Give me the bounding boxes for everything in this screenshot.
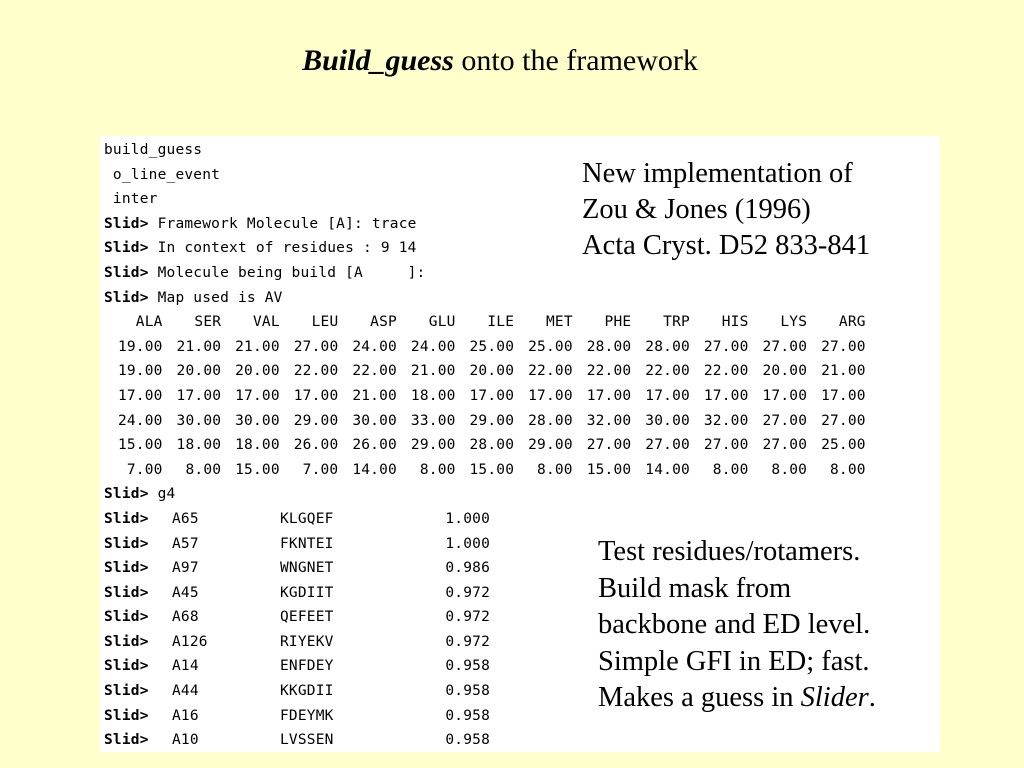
value-cell: 27.00 (821, 338, 866, 355)
value-cell: 28.00 (528, 412, 573, 429)
score: 0.958 (445, 683, 490, 700)
value-cell: 24.00 (117, 412, 163, 429)
note-line: backbone and ED level. (598, 609, 871, 640)
value-cell: 28.00 (469, 437, 515, 454)
residue-name: GLU (428, 314, 456, 331)
title-emphasis: Build_guess (302, 44, 454, 77)
value-cell: 20.00 (235, 363, 280, 380)
value-cell: 20.00 (176, 363, 222, 380)
value-cell: 18.00 (235, 437, 280, 454)
sequence: QEFEET (280, 609, 334, 626)
residue-name: MET (545, 314, 573, 331)
value-row (104, 458, 866, 483)
score: 0.972 (445, 633, 490, 650)
residue-name: SER (194, 314, 222, 331)
residue-name: ASP (370, 314, 397, 331)
implementation-note (582, 156, 870, 264)
value-cell: 21.00 (410, 363, 456, 380)
note-text: Makes a guess in (598, 682, 801, 713)
residue-name: ALA (135, 314, 163, 331)
value-cell: 18.00 (176, 437, 222, 454)
hit-row (104, 728, 866, 753)
value-cell: 17.00 (176, 387, 222, 404)
note-line: Zou & Jones (1996) (582, 194, 811, 225)
prompt-label: Slid> (104, 633, 149, 650)
residue-name: VAL (252, 314, 280, 331)
sequence: FKNTEI (280, 535, 334, 552)
value-cell: 8.00 (712, 461, 749, 478)
value-cell: 14.00 (352, 461, 397, 478)
console-prompt-line (104, 482, 866, 507)
residue-header (104, 310, 866, 335)
sequence: FDEYMK (280, 707, 334, 724)
value-cell: 22.00 (645, 363, 690, 380)
residue-name: LYS (780, 314, 808, 331)
prompt-label: Slid> (104, 510, 149, 527)
value-cell: 26.00 (352, 437, 397, 454)
value-cell: 22.00 (528, 363, 573, 380)
value-cell: 14.00 (645, 461, 690, 478)
residue-id: A97 (172, 560, 199, 577)
value-cell: 25.00 (821, 437, 866, 454)
value-cell: 8.00 (185, 461, 222, 478)
value-cell: 17.00 (821, 387, 866, 404)
value-cell: 25.00 (469, 338, 515, 355)
residue-name: TRP (663, 314, 690, 331)
value-cell: 17.00 (586, 387, 632, 404)
value-cell: 30.00 (645, 412, 690, 429)
value-cell: 20.00 (469, 363, 515, 380)
residue-id: A57 (172, 535, 199, 552)
note-line: Build mask from (598, 572, 792, 604)
sequence: KLGQEF (280, 510, 334, 527)
value-cell: 29.00 (293, 412, 339, 429)
value-cell: 17.00 (235, 387, 280, 404)
prompt-label: Slid> (104, 683, 149, 700)
prompt-label: Slid> (104, 584, 149, 601)
value-cell: 28.00 (586, 338, 632, 355)
value-cell: 21.00 (235, 338, 280, 355)
value-cell: 22.00 (352, 363, 397, 380)
value-cell: 17.00 (117, 387, 163, 404)
prompt-label: Slid> (104, 535, 149, 552)
slide-title (0, 44, 1000, 78)
sequence: ENFDEY (280, 658, 334, 675)
value-cell: 28.00 (645, 338, 690, 355)
value-cell: 7.00 (126, 461, 163, 478)
residue-id: A14 (172, 658, 199, 675)
value-cell: 27.00 (586, 437, 632, 454)
prompt-text: Map used is AV (148, 289, 283, 306)
prompt-label: Slid> (104, 240, 149, 257)
value-cell: 29.00 (410, 437, 456, 454)
residue-name: ARG (838, 314, 866, 331)
value-cell: 21.00 (352, 387, 397, 404)
score: 0.986 (445, 560, 490, 577)
value-row (104, 359, 866, 384)
method-note (598, 534, 876, 717)
value-cell: 8.00 (771, 461, 808, 478)
prompt-label: Slid> (104, 707, 149, 724)
residue-id: A10 (172, 732, 199, 749)
prompt-label: Slid> (104, 658, 149, 675)
value-cell: 15.00 (117, 437, 163, 454)
value-cell: 17.00 (762, 387, 808, 404)
value-cell: 8.00 (419, 461, 456, 478)
prompt-text: In context of residues : 9 14 (148, 240, 417, 257)
residue-id: A68 (172, 609, 199, 626)
value-cell: 15.00 (586, 461, 632, 478)
prompt-label: Slid> (104, 560, 149, 577)
value-cell: 8.00 (537, 461, 573, 478)
prompt-text: g4 (148, 486, 176, 503)
note-line: Test residues/rotamers. (598, 536, 861, 567)
value-row (104, 433, 866, 458)
score: 1.000 (445, 535, 490, 552)
score: 0.958 (445, 707, 490, 724)
value-cell: 32.00 (703, 412, 749, 429)
value-cell: 30.00 (352, 412, 397, 429)
value-cell: 17.00 (703, 387, 749, 404)
value-cell: 21.00 (821, 363, 866, 380)
sequence: WNGNET (280, 560, 334, 577)
value-cell: 27.00 (703, 338, 749, 355)
value-row (104, 409, 866, 434)
console-prompt-line (104, 286, 866, 311)
sequence: KGDIIT (280, 584, 334, 601)
value-cell: 27.00 (762, 437, 808, 454)
value-cell: 19.00 (117, 338, 163, 355)
console-screenshot (100, 136, 940, 752)
value-row (104, 335, 866, 360)
value-cell: 24.00 (352, 338, 397, 355)
value-cell: 22.00 (586, 363, 632, 380)
score: 0.958 (445, 732, 490, 749)
prompt-text: Framework Molecule [A]: trace (148, 215, 417, 232)
residue-id: A16 (172, 707, 199, 724)
prompt-label: Slid> (104, 609, 149, 626)
hit-row (104, 507, 866, 532)
value-cell: 18.00 (410, 387, 456, 404)
value-cell: 30.00 (176, 412, 222, 429)
value-cell: 26.00 (293, 437, 339, 454)
residue-id: A45 (172, 584, 199, 601)
value-cell: 19.00 (117, 363, 163, 380)
value-cell: 27.00 (645, 437, 690, 454)
prompt-label: Slid> (104, 215, 149, 232)
console-line: o_line_event (104, 166, 221, 183)
value-cell: 27.00 (293, 338, 339, 355)
value-cell: 33.00 (410, 412, 456, 429)
value-cell: 29.00 (528, 437, 573, 454)
score: 0.958 (445, 658, 490, 675)
value-cell: 27.00 (703, 437, 749, 454)
note-text: . (868, 682, 876, 713)
slider-term: Slider (800, 682, 869, 713)
prompt-label: Slid> (104, 732, 149, 749)
prompt-label: Slid> (104, 264, 149, 281)
value-cell: 30.00 (235, 412, 280, 429)
value-cell: 17.00 (293, 387, 339, 404)
console-line: build_guess (104, 142, 203, 158)
residue-id: A126 (172, 633, 208, 650)
value-cell: 32.00 (586, 412, 632, 429)
residue-name: PHE (604, 314, 632, 331)
note-line-last (598, 680, 876, 717)
value-cell: 25.00 (528, 338, 573, 355)
value-cell: 20.00 (762, 363, 808, 380)
value-cell: 17.00 (645, 387, 690, 404)
prompt-label: Slid> (104, 486, 149, 503)
sequence: KKGDII (280, 683, 334, 700)
value-cell: 27.00 (762, 412, 808, 429)
value-cell: 15.00 (469, 461, 515, 478)
residue-name: ILE (487, 314, 515, 331)
sequence: LVSSEN (280, 732, 334, 749)
value-cell: 29.00 (469, 412, 515, 429)
value-cell: 27.00 (821, 412, 866, 429)
value-cell: 8.00 (829, 461, 866, 478)
residue-id: A65 (172, 510, 199, 527)
prompt-label: Slid> (104, 289, 149, 306)
score: 0.972 (445, 584, 490, 601)
prompt-text: Molecule being build [A ]: (148, 264, 426, 281)
value-row (104, 384, 866, 409)
residue-name: LEU (311, 314, 339, 331)
score: 0.972 (445, 609, 490, 626)
note-line: New implementation of (582, 158, 853, 189)
value-cell: 15.00 (235, 461, 280, 478)
value-cell: 24.00 (410, 338, 456, 355)
score: 1.000 (445, 510, 490, 527)
residue-name: HIS (721, 314, 749, 331)
value-cell: 27.00 (762, 338, 808, 355)
value-cell: 17.00 (528, 387, 573, 404)
value-cell: 22.00 (293, 363, 339, 380)
value-cell: 21.00 (176, 338, 222, 355)
note-line: Simple GFI in ED; fast. (598, 645, 870, 677)
console-prompt-line (104, 261, 866, 286)
value-cell: 17.00 (469, 387, 515, 404)
console-line: inter (104, 191, 158, 208)
note-line: Acta Cryst. D52 833-841 (582, 230, 871, 261)
residue-id: A44 (172, 683, 199, 700)
value-cell: 7.00 (302, 461, 339, 478)
title-rest: onto the framework (453, 44, 698, 77)
value-cell: 22.00 (703, 363, 749, 380)
sequence: RIYEKV (280, 633, 334, 650)
